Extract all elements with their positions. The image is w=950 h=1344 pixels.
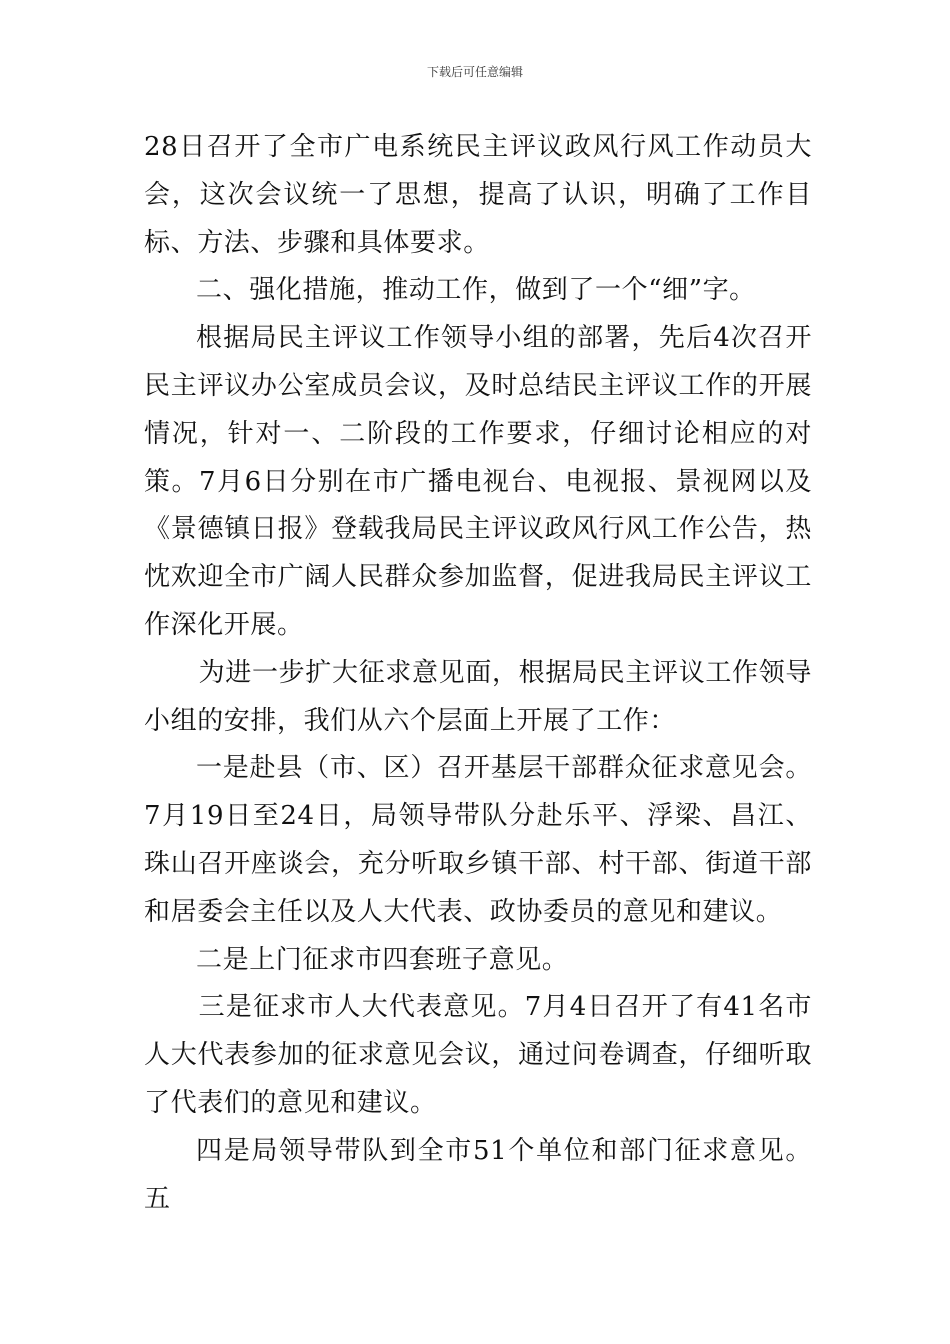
paragraph-4: 为进一步扩大征求意见面，根据局民主评议工作领导小组的安排，我们从六个层面上开展了工作： [144, 657, 812, 736]
page-header: 下载后可任意编辑 [426, 65, 523, 79]
paragraph-6: 二是上门征求市四套班子意见。 [196, 944, 569, 975]
paragraph-8: 四是局领导带队到全市51个单位和部门征求意见。五 [144, 1135, 812, 1214]
paragraph-3: 根据局民主评议工作领导小组的部署，先后4次召开民主评议办公室成员会议，及时总结民主评议工作的开展情况，针对一、二阶段的工作要求，仔细讨论相应的对策。7月6日分别在市广播电视台、电视报、景视网以及《景德镇日报》登载我局民主评议政风行风工作公告，热忱欢迎全市广阔人民群众参加监督，促进我局民主评议工作深化开展。 [144, 323, 812, 640]
paragraph-2: 二、强化措施，推动工作，做到了一个“细”字。 [196, 275, 756, 306]
document-body [144, 124, 812, 1223]
paragraph-1: 28日召开了全市广电系统民主评议政风行风工作动员大会，这次会议统一了思想，提高了认识，明确了工作目标、方法、步骤和具体要求。 [144, 132, 812, 258]
paragraph-7: 三是征求市人大代表意见。7月4日召开了有41名市人大代表参加的征求意见会议，通过问卷调查，仔细听取了代表们的意见和建议。 [144, 992, 812, 1118]
paragraph-5: 一是赴县（市、区）召开基层干部群众征求意见会。7月19日至24日，局领导带队分赴乐平、浮梁、昌江、珠山召开座谈会，充分听取乡镇干部、村干部、街道干部和居委会主任以及人大代表、政协委员的意见和建议。 [144, 753, 812, 927]
